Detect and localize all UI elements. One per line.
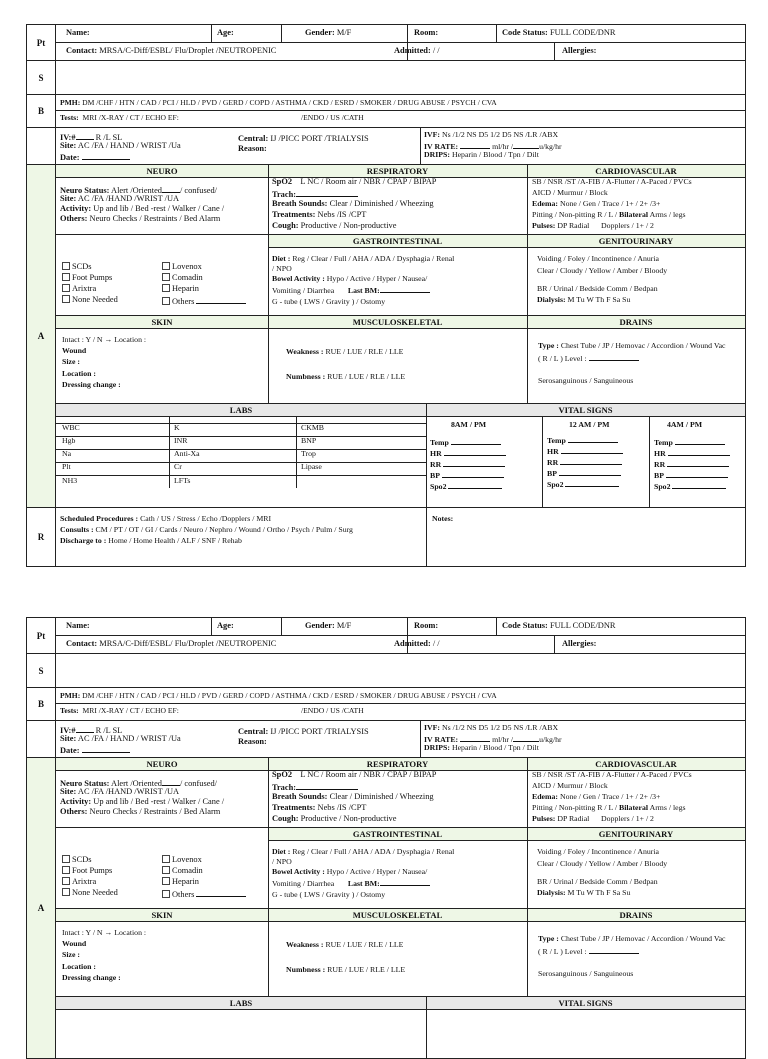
gtube-field[interactable]: G - tube ( LWS / Gravity ) / Ostomy (272, 890, 386, 899)
site-field[interactable]: Site: AC /FA / HAND / WRIST /Ua (60, 734, 181, 743)
trach-field[interactable]: Trach: (272, 781, 358, 794)
toileting-field[interactable]: BR / Urinal / Bedside Comm / Bedpan (537, 877, 658, 886)
drains-header: DRAINS (527, 315, 745, 329)
scheduled-procedures-field[interactable]: Scheduled Procedures : Cath / US / Stress / Echo /Dopplers / MRI (60, 514, 272, 523)
admitted-field[interactable]: Admitted: / / (394, 639, 440, 648)
dressing-change-field[interactable]: Dressing change : (62, 380, 121, 389)
room-label[interactable]: Room: (414, 28, 439, 37)
lab-anti-xa[interactable]: Anti-Xa (174, 449, 200, 458)
edema-field[interactable]: Edema: None / Gen / Trace / 1+ / 2+ /3+ (532, 199, 661, 208)
vitals-time-3[interactable]: 4AM / PM (667, 420, 703, 429)
allergies-label[interactable]: Allergies: (562, 46, 597, 55)
drain-output-field[interactable]: Serosanguinous / Sanguineous (538, 969, 634, 978)
voiding-field[interactable]: Voiding / Foley / Incontinence / Anuria (537, 254, 659, 263)
trach-field[interactable]: Trach: (272, 188, 358, 201)
rhythm-field[interactable]: SB / NSR /ST /A-FIB / A-Flutter / A-Paced / PVCs (532, 177, 692, 186)
activity-field[interactable]: Activity: Up and lib / Bed -rest / Walker / Cane / (60, 797, 225, 806)
sbar-sheet-1 (26, 24, 746, 567)
size-field[interactable]: Size : (62, 357, 80, 366)
size-field[interactable]: Size : (62, 950, 80, 959)
treatments-field[interactable]: Treatments: Nebs /IS /CPT (272, 210, 367, 219)
aicd-field[interactable]: AICD / Murmur / Block (532, 188, 608, 197)
vomiting-field[interactable]: Vomiting / Diarrhea Last BM: (272, 877, 430, 890)
gi-header: GASTROINTESTINAL (268, 234, 527, 248)
labs-header: LABS (56, 996, 426, 1010)
urine-color-field[interactable]: Clear / Cloudy / Yellow / Amber / Bloody (537, 859, 668, 868)
admitted-field[interactable]: Admitted: / / (394, 46, 440, 55)
discharge-field[interactable]: Discharge to : Home / Home Health / ALF / SNF / Rehab (60, 536, 242, 545)
vitals-header: VITAL SIGNS (426, 403, 745, 417)
tests-field-2[interactable]: /ENDO / US /CATH (301, 706, 364, 715)
vital-rr-2[interactable]: RR (547, 456, 622, 469)
allergies-label[interactable]: Allergies: (562, 639, 597, 648)
heparin-checkbox[interactable]: Heparin (162, 284, 199, 295)
a-label: A (27, 758, 56, 1058)
skin-header: SKIN (56, 315, 268, 329)
foot-pumps-checkbox[interactable]: Foot Pumps (62, 866, 112, 877)
vital-spo2-3[interactable]: Spo2 (654, 480, 726, 493)
voiding-field[interactable]: Voiding / Foley / Incontinence / Anuria (537, 847, 659, 856)
vitals-time-2[interactable]: 12 AM / PM (569, 420, 610, 429)
reason-field[interactable]: Reason: (238, 737, 267, 746)
vomiting-field[interactable]: Vomiting / Diarrhea Last BM: (272, 284, 430, 297)
bowel-activity-field[interactable]: Bowel Activity : Hypo / Active / Hyper / Nausea/ (272, 867, 428, 876)
pitting-field[interactable]: Pitting / Non-pitting R / L / Bilateral Arms / legs (532, 210, 686, 219)
situation-field[interactable] (56, 654, 745, 687)
edema-field[interactable]: Edema: None / Gen / Trace / 1+ / 2+ /3+ (532, 792, 661, 801)
pitting-field[interactable]: Pitting / Non-pitting R / L / Bilateral Arms / legs (532, 803, 686, 812)
background-row (26, 95, 746, 128)
patient-row (26, 24, 746, 61)
toileting-field[interactable]: BR / Urinal / Bedside Comm / Bedpan (537, 284, 658, 293)
spo2-field[interactable]: SpO2 L NC / Room air / NBR / CPAP / BIPAP (272, 770, 437, 779)
numbness-field[interactable]: Numbness : RUE / LUE / RLE / LLE (286, 965, 406, 974)
vital-hr-3[interactable]: HR (654, 447, 730, 460)
recommendation-row (26, 508, 746, 567)
diet-field[interactable]: Diet : Reg / Clear / Full / AHA / ADA / Dysphagia / Renal (272, 847, 455, 856)
reason-field[interactable]: Reason: (238, 144, 267, 153)
lab-lipase[interactable]: Lipase (301, 462, 322, 471)
b-label: B (27, 95, 56, 127)
central-field[interactable]: Central: IJ /PICC PORT /TRIALYSIS (238, 727, 369, 736)
gi-header: GASTROINTESTINAL (268, 827, 527, 841)
lab-plt[interactable]: Plt (62, 462, 71, 471)
code-status-field[interactable]: Code Status: FULL CODE/DNR (502, 621, 616, 630)
drains-header: DRAINS (527, 908, 745, 922)
ivf-field[interactable]: IVF: Ns /1/2 NS D5 1/2 D5 NS /LR /ABX (424, 723, 559, 732)
vital-bp-1[interactable]: BP (430, 469, 504, 482)
weakness-field[interactable]: Weakness : RUE / LUE / RLE / LLE (286, 940, 404, 949)
heparin-checkbox[interactable]: Heparin (162, 877, 199, 888)
gu-header: GENITOURINARY (527, 827, 745, 841)
location-field[interactable]: Location : (62, 962, 97, 971)
iv-field[interactable]: IV:# R /L SL (60, 133, 123, 142)
respiratory-header: RESPIRATORY (268, 757, 527, 771)
diet-field-2[interactable]: / NPO (272, 857, 292, 866)
gender-field[interactable]: Gender: M/F (305, 28, 352, 37)
date-field[interactable]: Date: (60, 744, 130, 757)
urine-color-field[interactable]: Clear / Cloudy / Yellow / Amber / Bloody (537, 266, 668, 275)
treatments-field[interactable]: Treatments: Nebs /IS /CPT (272, 803, 367, 812)
tests-field[interactable]: Tests: MRI /X-RAY / CT / ECHO EF: (60, 706, 179, 715)
labs-header: LABS (56, 403, 426, 417)
neuro-others-field[interactable]: Others: Neuro Checks / Restraints / Bed Alarm (60, 214, 221, 223)
dialysis-field[interactable]: Dialysis: M Tu W Th F Sa Su (537, 295, 631, 304)
pmh-field[interactable]: PMH: DM /CHF / HTN / CAD / PCI / HLD / PVD / GERD / COPD / ASTHMA / CKD / ESRD / SMOKER / DRUG ABUSE / PSYCH / CVA (60, 98, 497, 107)
name-label[interactable]: Name: (66, 28, 90, 37)
neuro-status-field[interactable]: Neuro Status: Alert /Oriented / confused/ (60, 779, 217, 788)
iv-row (26, 721, 746, 758)
b-label: B (27, 688, 56, 720)
gender-field[interactable]: Gender: M/F (305, 621, 352, 630)
drain-level-field[interactable]: ( R / L ) Level : (538, 945, 639, 958)
msk-header: MUSCULOSKELETAL (268, 315, 527, 329)
cough-field[interactable]: Cough: Productive / Non-productive (272, 814, 397, 823)
pt-label: Pt (27, 618, 56, 653)
drain-output-field[interactable]: Serosanguinous / Sanguineous (538, 376, 634, 385)
lab-na[interactable]: Na (62, 449, 72, 458)
tests-field[interactable]: Tests: MRI /X-RAY / CT / ECHO EF: (60, 113, 179, 122)
dialysis-field[interactable]: Dialysis: M Tu W Th F Sa Su (537, 888, 631, 897)
iv-row (26, 128, 746, 165)
sbar-sheet-2 (26, 617, 746, 1059)
foot-pumps-checkbox[interactable]: Foot Pumps (62, 273, 112, 284)
vital-temp-1[interactable]: Temp (430, 436, 501, 449)
s-label: S (27, 61, 56, 94)
respiratory-header: RESPIRATORY (268, 164, 527, 178)
diet-field-2[interactable]: / NPO (272, 264, 292, 273)
neuro-site-field[interactable]: Site: AC /FA /HAND /WRIST /UA (60, 787, 180, 796)
vital-temp-3[interactable]: Temp (654, 436, 725, 449)
room-label[interactable]: Room: (414, 621, 439, 630)
neuro-header: NEURO (56, 164, 268, 178)
neuro-site-field[interactable]: Site: AC /FA /HAND /WRIST /UA (60, 194, 180, 203)
pmh-field[interactable]: PMH: DM /CHF / HTN / CAD / PCI / HLD / PVD / GERD / COPD / ASTHMA / CKD / ESRD / SMOKER / DRUG ABUSE / PSYCH / CVA (60, 691, 497, 700)
vital-hr-1[interactable]: HR (430, 447, 506, 460)
numbness-field[interactable]: Numbness : RUE / LUE / RLE / LLE (286, 372, 406, 381)
diet-field[interactable]: Diet : Reg / Clear / Full / AHA / ADA / Dysphagia / Renal (272, 254, 455, 263)
drain-level-field[interactable]: ( R / L ) Level : (538, 352, 639, 365)
age-label[interactable]: Age: (217, 621, 234, 630)
tests-field-2[interactable]: /ENDO / US /CATH (301, 113, 364, 122)
spo2-field[interactable]: SpO2 L NC / Room air / NBR / CPAP / BIPAP (272, 177, 437, 186)
situation-row (26, 61, 746, 95)
vital-bp-2[interactable]: BP (547, 467, 621, 480)
location-field[interactable]: Location : (62, 369, 97, 378)
situation-field[interactable] (56, 61, 745, 94)
date-field[interactable]: Date: (60, 151, 130, 164)
lab-nh3[interactable]: NH3 (62, 476, 78, 485)
msk-header: MUSCULOSKELETAL (268, 908, 527, 922)
others-checkbox[interactable]: Others (162, 888, 246, 901)
background-row (26, 688, 746, 721)
s-label: S (27, 654, 56, 687)
none-needed-checkbox[interactable]: None Needed (62, 888, 118, 899)
drain-type-field[interactable]: Type : Chest Tube / JP / Hemovac / Accordion / Wound Vac (538, 934, 726, 943)
r-label: R (27, 508, 56, 566)
drips-field[interactable]: DRIPS: Heparin / Blood / Tpn / Dilt (424, 150, 539, 159)
weakness-field[interactable]: Weakness : RUE / LUE / RLE / LLE (286, 347, 404, 356)
lab-hgb[interactable]: Hgb (62, 436, 76, 445)
vital-spo2-1[interactable]: Spo2 (430, 480, 502, 493)
gtube-field[interactable]: G - tube ( LWS / Gravity ) / Ostomy (272, 297, 386, 306)
cardiovascular-header: CARDIOVASCULAR (527, 164, 745, 178)
iv-rate-field[interactable]: IV RATE: ml/hr / u/kg/hr (424, 735, 562, 744)
lab-cr[interactable]: Cr (174, 462, 182, 471)
lab-inr[interactable]: INR (174, 436, 188, 445)
ivf-field[interactable]: IVF: Ns /1/2 NS D5 1/2 D5 NS /LR /ABX (424, 130, 559, 139)
vital-spo2-2[interactable]: Spo2 (547, 478, 619, 491)
breath-sounds-field[interactable]: Breath Sounds: Clear / Diminished / Wheezing (272, 792, 434, 801)
a-label: A (27, 165, 56, 507)
name-label[interactable]: Name: (66, 621, 90, 630)
vital-hr-2[interactable]: HR (547, 445, 623, 458)
vital-bp-3[interactable]: BP (654, 469, 728, 482)
bowel-activity-field[interactable]: Bowel Activity : Hypo / Active / Hyper / Nausea/ (272, 274, 428, 283)
vital-rr-1[interactable]: RR (430, 458, 505, 471)
neuro-header: NEURO (56, 757, 268, 771)
intact-field[interactable]: Intact : Y / N → Location : (62, 928, 147, 937)
vitals-header: VITAL SIGNS (426, 996, 745, 1010)
notes-field[interactable]: Notes: (432, 514, 454, 523)
pulses-field[interactable]: Pulses: DP Radial Dopplers / 1+ / 2 (532, 814, 654, 823)
wound-field[interactable]: Wound (62, 939, 87, 948)
gu-header: GENITOURINARY (527, 234, 745, 248)
breath-sounds-field[interactable]: Breath Sounds: Clear / Diminished / Wheezing (272, 199, 434, 208)
iv-rate-field[interactable]: IV RATE: ml/hr / u/kg/hr (424, 142, 562, 151)
central-field[interactable]: Central: IJ /PICC PORT /TRIALYSIS (238, 134, 369, 143)
arixtra-checkbox[interactable]: Arixtra (62, 877, 96, 888)
rhythm-field[interactable]: SB / NSR /ST /A-FIB / A-Flutter / A-Paced / PVCs (532, 770, 692, 779)
none-needed-checkbox[interactable]: None Needed (62, 295, 118, 306)
scds-checkbox[interactable]: SCDs (62, 262, 92, 273)
neuro-others-field[interactable]: Others: Neuro Checks / Restraints / Bed Alarm (60, 807, 221, 816)
vitals-time-1[interactable]: 8AM / PM (451, 420, 487, 429)
aicd-field[interactable]: AICD / Murmur / Block (532, 781, 608, 790)
situation-row (26, 654, 746, 688)
cardiovascular-header: CARDIOVASCULAR (527, 757, 745, 771)
lab-lfts[interactable]: LFTs (174, 476, 191, 485)
vital-rr-3[interactable]: RR (654, 458, 729, 471)
lab-ckmb[interactable]: CKMB (301, 423, 324, 432)
comadin-checkbox[interactable]: Comadin (162, 866, 203, 877)
wound-field[interactable]: Wound (62, 346, 87, 355)
pulses-field[interactable]: Pulses: DP Radial Dopplers / 1+ / 2 (532, 221, 654, 230)
scds-checkbox[interactable]: SCDs (62, 855, 92, 866)
lovenox-checkbox[interactable]: Lovenox (162, 855, 202, 866)
site-field[interactable]: Site: AC /FA / HAND / WRIST /Ua (60, 141, 181, 150)
pt-label: Pt (27, 25, 56, 60)
contact-field[interactable]: Contact: MRSA/C-Diff/ESBL/ Flu/Droplet /NEUTROPENIC (66, 639, 277, 648)
age-label[interactable]: Age: (217, 28, 234, 37)
others-checkbox[interactable]: Others (162, 295, 246, 308)
cough-field[interactable]: Cough: Productive / Non-productive (272, 221, 397, 230)
consults-field[interactable]: Consults : CM / PT / OT / GI / Cards / Neuro / Nephro / Wound / Ortho / Psych / Pulm / Surg (60, 525, 353, 534)
skin-header: SKIN (56, 908, 268, 922)
comadin-checkbox[interactable]: Comadin (162, 273, 203, 284)
code-status-field[interactable]: Code Status: FULL CODE/DNR (502, 28, 616, 37)
iv-field[interactable]: IV:# R /L SL (60, 726, 123, 735)
neuro-status-field[interactable]: Neuro Status: Alert /Oriented / confused/ (60, 186, 217, 195)
drips-field[interactable]: DRIPS: Heparin / Blood / Tpn / Dilt (424, 743, 539, 752)
dressing-change-field[interactable]: Dressing change : (62, 973, 121, 982)
activity-field[interactable]: Activity: Up and lib / Bed -rest / Walker / Cane / (60, 204, 225, 213)
lab-wbc[interactable]: WBC (62, 423, 80, 432)
lab-trop[interactable]: Trop (301, 449, 316, 458)
lovenox-checkbox[interactable]: Lovenox (162, 262, 202, 273)
arixtra-checkbox[interactable]: Arixtra (62, 284, 96, 295)
assessment-row (26, 165, 746, 508)
intact-field[interactable]: Intact : Y / N → Location : (62, 335, 147, 344)
contact-field[interactable]: Contact: MRSA/C-Diff/ESBL/ Flu/Droplet /NEUTROPENIC (66, 46, 277, 55)
assessment-row (26, 758, 746, 1059)
lab-k[interactable]: K (174, 423, 180, 432)
patient-row (26, 617, 746, 654)
lab-bnp[interactable]: BNP (301, 436, 317, 445)
vital-temp-2[interactable]: Temp (547, 434, 618, 447)
drain-type-field[interactable]: Type : Chest Tube / JP / Hemovac / Accordion / Wound Vac (538, 341, 726, 350)
